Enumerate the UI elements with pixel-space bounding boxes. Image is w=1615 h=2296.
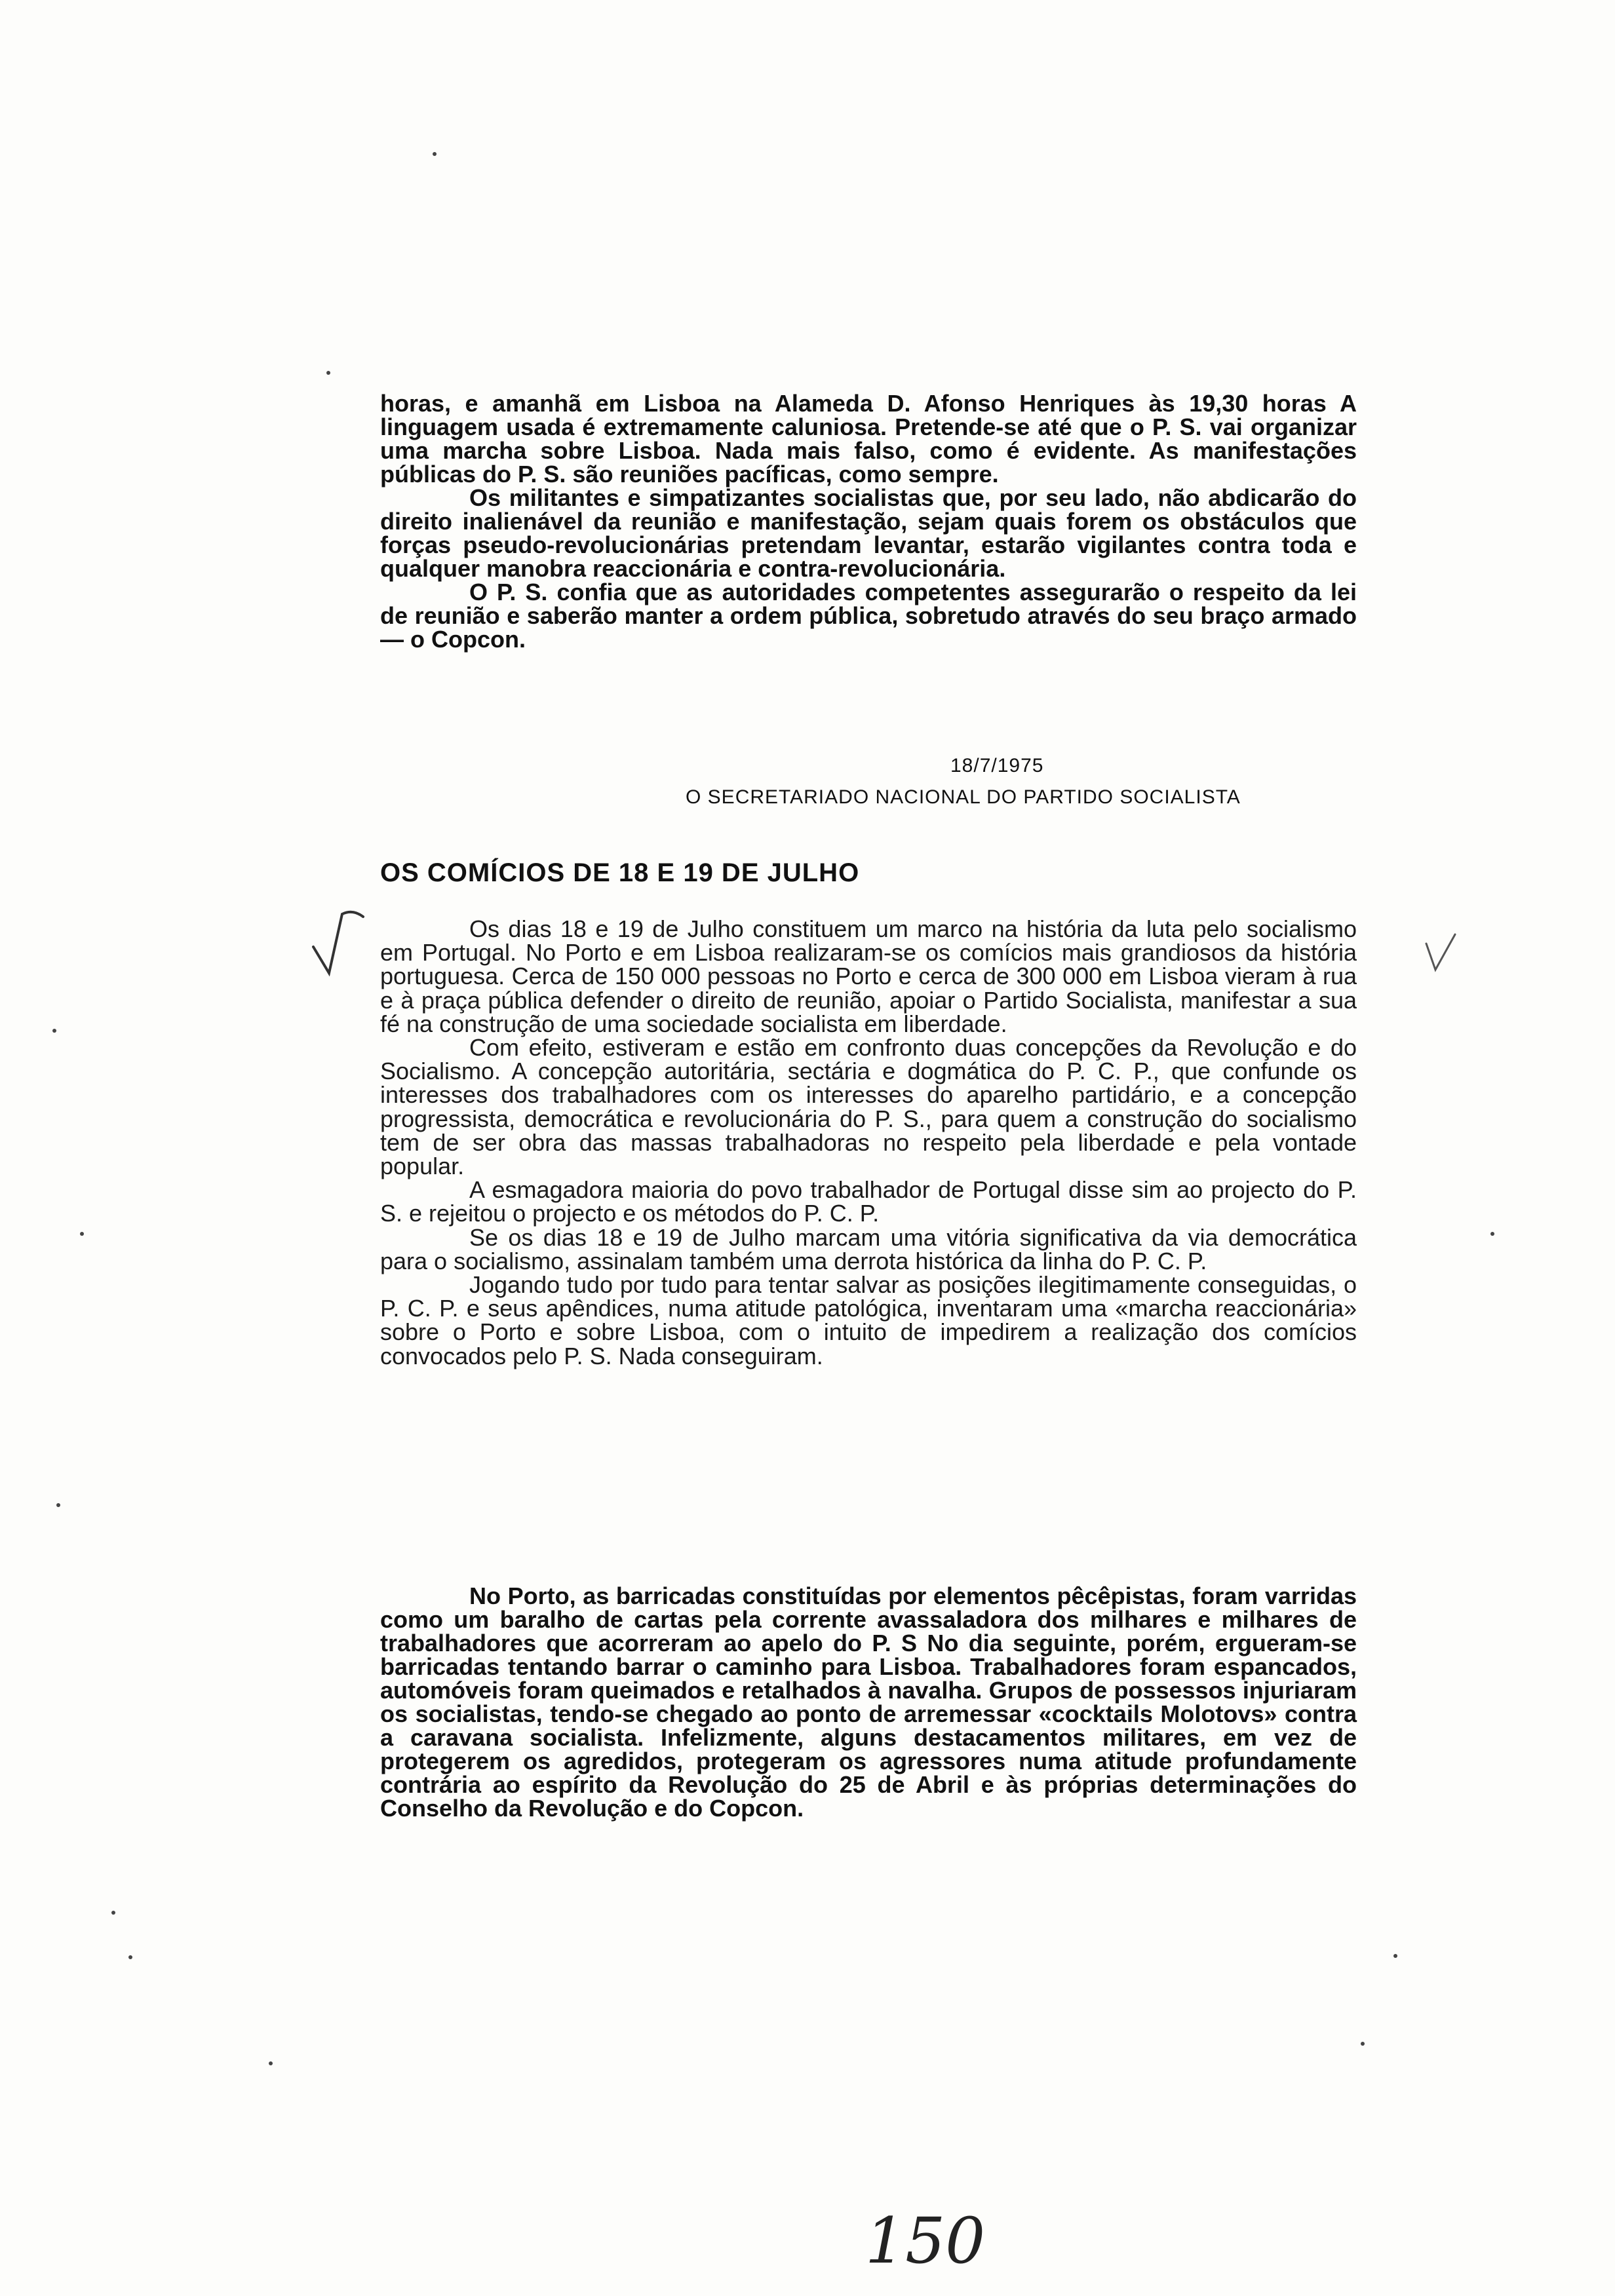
margin-check-mark-icon (1422, 930, 1462, 976)
scan-speck (52, 1029, 56, 1033)
intro-text-block (380, 392, 1357, 651)
paragraph: Com efeito, estiveram e estão em confronto duas concepções da Revolução e do Socialismo. A concepção autoritária, sectária e dogmática do P. C. P., que confunde os interesses dos trabalhadores com os interesses do aparelho partidário, e a concepção progressista, democrática e revolucionária do P. S., para quem a construção do socialismo tem de ser obra das massas trabalhadoras no respeito pela liberdade e pela vontade popular. (380, 1034, 1357, 1180)
scan-speck (269, 2061, 273, 2065)
scan-speck (326, 371, 330, 375)
scan-speck (56, 1503, 60, 1507)
margin-check-mark-icon (308, 908, 367, 980)
scan-speck (111, 1911, 115, 1915)
section-heading: OS COMÍCIOS DE 18 E 19 DE JULHO (380, 858, 860, 887)
scan-speck (433, 152, 437, 156)
paragraph: O P. S. confia que as autoridades competentes assegurarão o respeito da lei de reunião e saberão manter a ordem pública, sobretudo através do seu braço armado — o Copcon. (380, 579, 1357, 653)
scan-speck (80, 1232, 84, 1236)
signature-date: 18/7/1975 (950, 755, 1044, 776)
signature-organization: O SECRETARIADO NACIONAL DO PARTIDO SOCIALISTA (686, 786, 1241, 808)
paragraph: A esmagadora maioria do povo trabalhador de Portugal disse sim ao projecto do P. S. e rejeitou o projecto e os métodos do P. C. P. (380, 1176, 1357, 1227)
paragraph: Os militantes e simpatizantes socialistas que, por seu lado, não abdicarão do direito inalienável da reunião e manifestação, sejam quais forem os obstáculos que forças pseudo-revolucionárias pretendam levantar, estarão vigilantes contra toda e qualquer manobra reaccionária e contra-revolucionária. (380, 484, 1357, 582)
paragraph: Jogando tudo por tudo para tentar salvar as posições ilegitimamente conseguidas, o P. C. P. e seus apêndices, numa atitude patológica, inventaram uma «marcha reaccionária» sobre o Porto e sobre Lisboa, com o intuito de impedirem a realização dos comícios convocados pelo P. S. Nada conseguiram. (380, 1271, 1357, 1369)
paragraph: Se os dias 18 e 19 de Julho marcam uma vitória significativa da via democrática para o socialismo, assinalam também uma derrota histórica da linha do P. C. P. (380, 1223, 1357, 1274)
closing-text-block (380, 1584, 1357, 1820)
paragraph: No Porto, as barricadas constituídas por elementos pêcêpistas, foram varridas como um baralho de cartas pela corrente avassaladora dos milhares e milhares de trabalhadores que acorreram ao apelo do P. S No dia seguinte, porém, ergueram-se barricadas tentando barrar o caminho para Lisboa. Trabalhadores foram espancados, automóveis foram queimados e retalhados à navalha. Grupos de possessos injuriaram os socialistas, tendo-se chegado ao ponto de arremessar «cocktails Molotovs» contra a caravana socialista. Infelizmente, alguns destacamentos militares, em vez de protegerem os agredidos, protegeram os agressores numa atitude profundamente contrária ao espírito da Revolução do 25 de Abril e às próprias determinações do Conselho da Revolução e do Copcon. (380, 1582, 1357, 1822)
scan-speck (1393, 1954, 1397, 1958)
handwritten-page-number: 150 (865, 2204, 986, 2278)
scan-speck (128, 1955, 132, 1959)
paragraph: horas, e amanhã em Lisboa na Alameda D. Afonso Henriques às 19,30 horas A linguagem usada é extremamente caluniosa. Pretende-se até que o P. S. vai organizar uma marcha sobre Lisboa. Nada mais falso, como é evidente. As manifestações públicas do P. S. são reuniões pacíficas, como sempre. (380, 390, 1357, 488)
scan-speck (1361, 2042, 1365, 2046)
paragraph: Os dias 18 e 19 de Julho constituem um marco na história da luta pelo socialismo em Portugal. No Porto e em Lisboa realizaram-se os comícios mais grandiosos da história portuguesa. Cerca de 150 000 pessoas no Porto e cerca de 300 000 em Lisboa vieram à rua e à praça pública defender o direito de reunião, apoiar o Partido Socialista, manifestar a sua fé na construção de uma sociedade socialista em liberdade. (380, 915, 1357, 1037)
scan-speck (1490, 1232, 1494, 1236)
body-text-block (380, 917, 1357, 1368)
